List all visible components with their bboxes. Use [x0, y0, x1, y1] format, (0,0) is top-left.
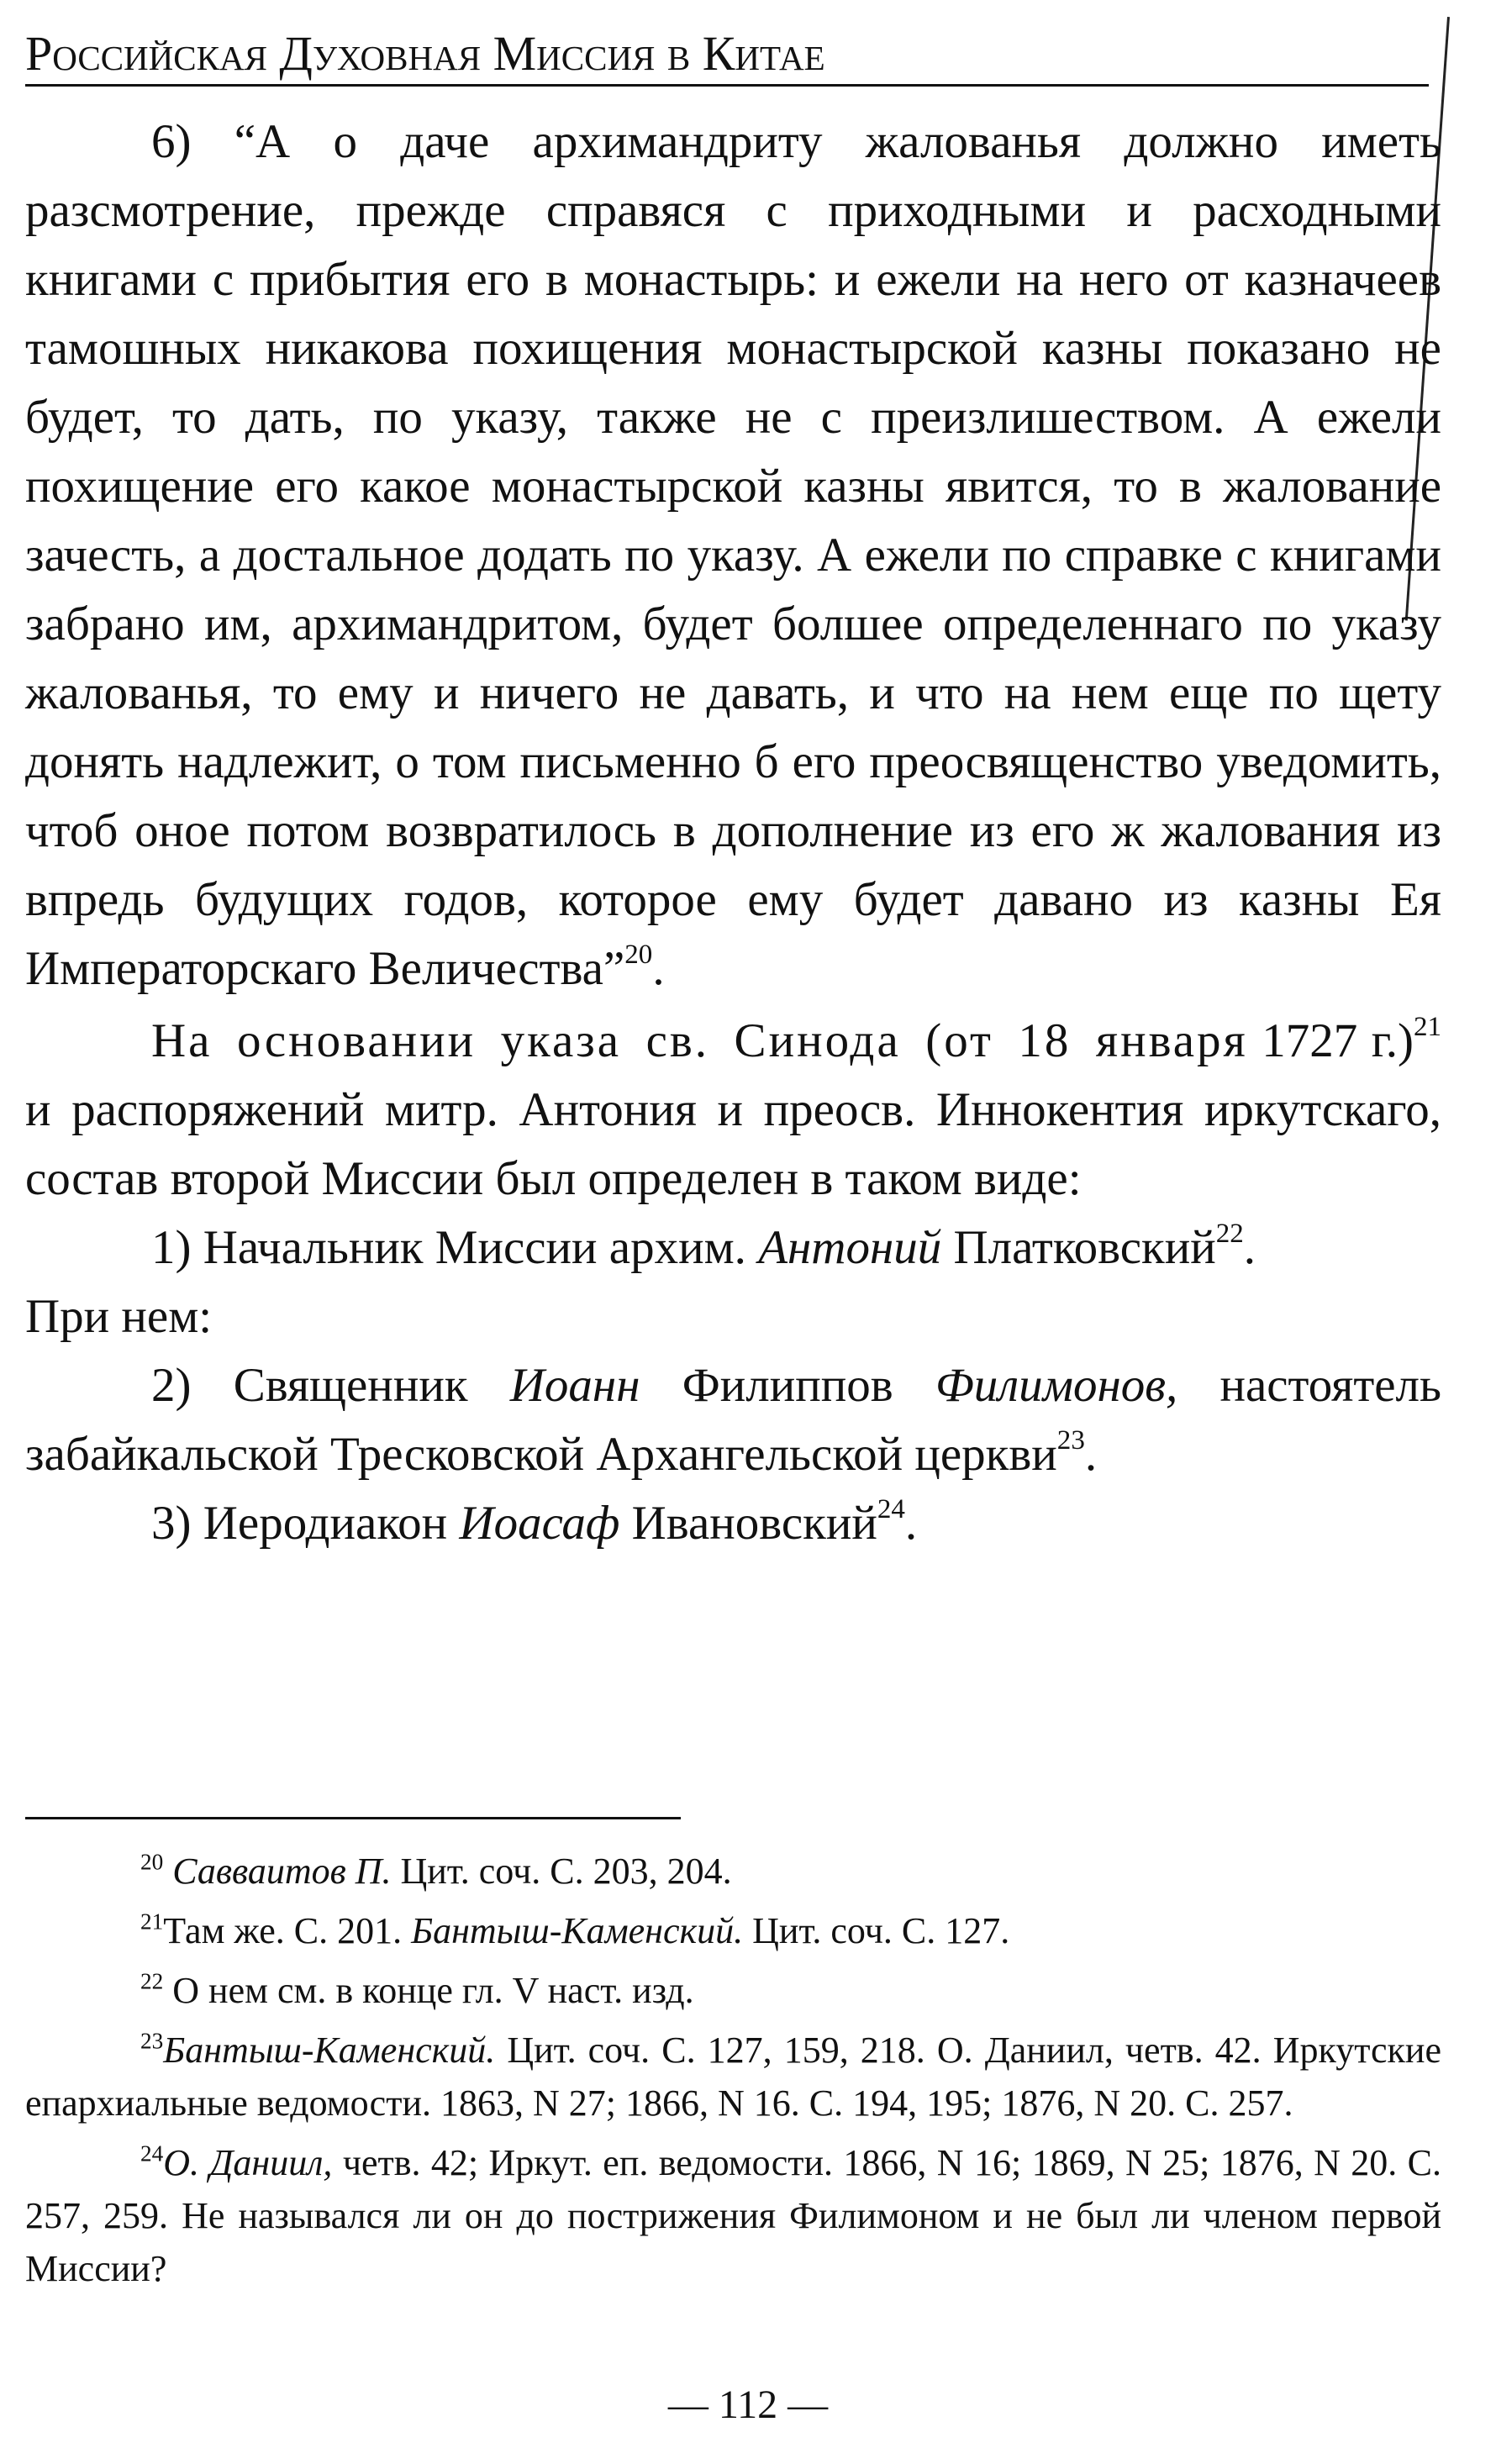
- footnote-author: Бантыш-Каменский.: [411, 1910, 744, 1951]
- mission-member-2: 2) Священник Иоанн Филиппов Филимонов, настоятель забайкальской Тресковской Архангельской церкви$^{23}$.: [25, 1359, 1442, 1481]
- footnote-mark: 22: [140, 1968, 164, 1994]
- main-text: [25, 108, 1441, 1558]
- footnote-21: [25, 1904, 1441, 1957]
- quote-paragraph: 6) “А о даче архимандриту жалованья должно иметь разсмотрение, прежде справяся с приходными и расходными книгами с прибытия его в монастырь: и ежели на него от казначеев тамошных никакова похищения монастырской казны показано не будет, то дать, по указу, также не с преизлишеством. А ежели похищение его какое монастырской казны явится, то в жалование зачесть, а достальное додать по указу. А ежели по справке с книгами забрано им, архимандритом, будет болшее определеннаго по указу жалованья, то ему и ничего не давать, и что на нем еще по щету донять надлежит, о том письменно б его преосвященство уведомить, чтоб оное потом возвратилось в дополнение из его ж жалования из впредь будущих годов, которое ему будет давано из казны Ея Императорскаго Величества”$^{20}$.: [25, 115, 1441, 995]
- footnote-23: [25, 2024, 1441, 2130]
- running-header: [25, 24, 1429, 84]
- header-rule: [25, 84, 1429, 87]
- with-him-label: При нем:: [25, 1290, 213, 1343]
- footnote-ref-24: 24: [877, 1494, 905, 1525]
- mission-member-3: 3) Иеродиакон Иоасаф Ивановский$^{24}$.: [151, 1494, 918, 1550]
- footnote-ref-21: 21: [1413, 1012, 1442, 1043]
- decree-paragraph: [25, 1007, 1441, 1214]
- item1-name: Антоний: [758, 1221, 942, 1274]
- footnote-text: четв. 42; Иркут. еп. ведомости. 1866, N 16; 1869, N 25; 1876, N 20. С. 257, 259. Не назывался ли он до пострижения Филимоном и не был ли членом первой Миссии?: [25, 2142, 1441, 2289]
- footnotes: [25, 1845, 1441, 2302]
- footnote-24: [25, 2136, 1441, 2295]
- item3-suffix: Ивановский: [619, 1497, 877, 1550]
- footnote-author: Бантыш-Каменский.: [163, 2030, 496, 2071]
- item2-name2: Филимонов,: [935, 1359, 1178, 1412]
- footnote-mark: 23: [140, 2028, 164, 2054]
- footnote-text: Цит. соч. С. 203, 204.: [391, 1851, 732, 1892]
- item2-prefix: 2) Священник: [151, 1359, 510, 1412]
- footnote-pre: Там же. С. 201.: [163, 1910, 412, 1951]
- quote-text: 6) “А о даче архимандриту жалованья должно иметь разсмотрение, прежде справяся с приходными и расходными книгами с прибытия его в монастырь: и ежели на него от казначеев тамошных никакова похищения монастырской казны показано не будет, то дать, по указу, также не с преизлишеством. А ежели похищение его какое монастырской казны явится, то в жалование зачесть, а достальное додать по указу. А ежели по справке с книгами забрано им, архимандритом, будет болшее определеннаго по указу жалованья, то ему и ничего не давать, и что на нем еще по щету донять надлежит, о том письменно б его преосвященство уведомить, чтоб оное потом возвратилось в дополнение из его ж жалования из впредь будущих годов, которое ему будет давано из казны Ея Императорскаго Величества”: [25, 115, 1441, 995]
- item1-prefix: 1) Начальник Миссии архим.: [151, 1221, 759, 1274]
- footnote-mark: 20: [140, 1849, 164, 1875]
- footnote-author: Савваитов П.: [172, 1851, 392, 1892]
- footnote-22: [25, 1964, 1441, 2017]
- item2-name: Иоанн: [509, 1359, 640, 1412]
- page-number: — 112 —: [667, 2382, 829, 2427]
- decree-year: 1727 г.): [1262, 1014, 1414, 1067]
- item1-suffix: Платковский: [941, 1221, 1216, 1274]
- footnote-mark: 21: [140, 1909, 164, 1935]
- footnote-20: [25, 1845, 1441, 1898]
- item2-suffix: настоятель забайкальской Тресковской Архангельской церкви: [25, 1359, 1442, 1481]
- decree-first-line: На основании указа св. Синода (от 18 января: [151, 1014, 1248, 1067]
- footnote-text: Цит. соч. С. 127.: [743, 1910, 1010, 1951]
- item2-middle: Филиппов: [640, 1359, 935, 1412]
- running-title: Российская Духовная Миссия в Китае: [25, 26, 825, 81]
- footnote-rule: [25, 1817, 681, 1819]
- item3-name: Иоасаф: [459, 1497, 620, 1550]
- decree-rest: и распоряжений митр. Антония и преосв. Иннокентия иркутскаго, состав второй Миссии был определен в таком виде:: [25, 1083, 1441, 1205]
- mission-member-1: 1) Начальник Миссии архим. Антоний Платковский$^{22}$.: [151, 1219, 1256, 1274]
- footnote-text: Цит. соч. С. 127, 159, 218. О. Даниил, четв. 42. Иркутские епархиальные ведомости. 1863, N 27; 1866, N 16. С. 194, 195; 1876, N 20. С. 257.: [25, 2030, 1441, 2124]
- footnote-ref-20: 20: [624, 940, 653, 971]
- item3-prefix: 3) Иеродиакон: [151, 1497, 460, 1550]
- footnote-ref-22: 22: [1215, 1219, 1244, 1250]
- footnote-author: О. Даниил,: [163, 2142, 333, 2183]
- footnote-text: О нем см. в конце гл. V наст. изд.: [163, 1970, 694, 2011]
- footnote-ref-23: 23: [1056, 1425, 1085, 1456]
- footnote-mark: 24: [140, 2140, 164, 2167]
